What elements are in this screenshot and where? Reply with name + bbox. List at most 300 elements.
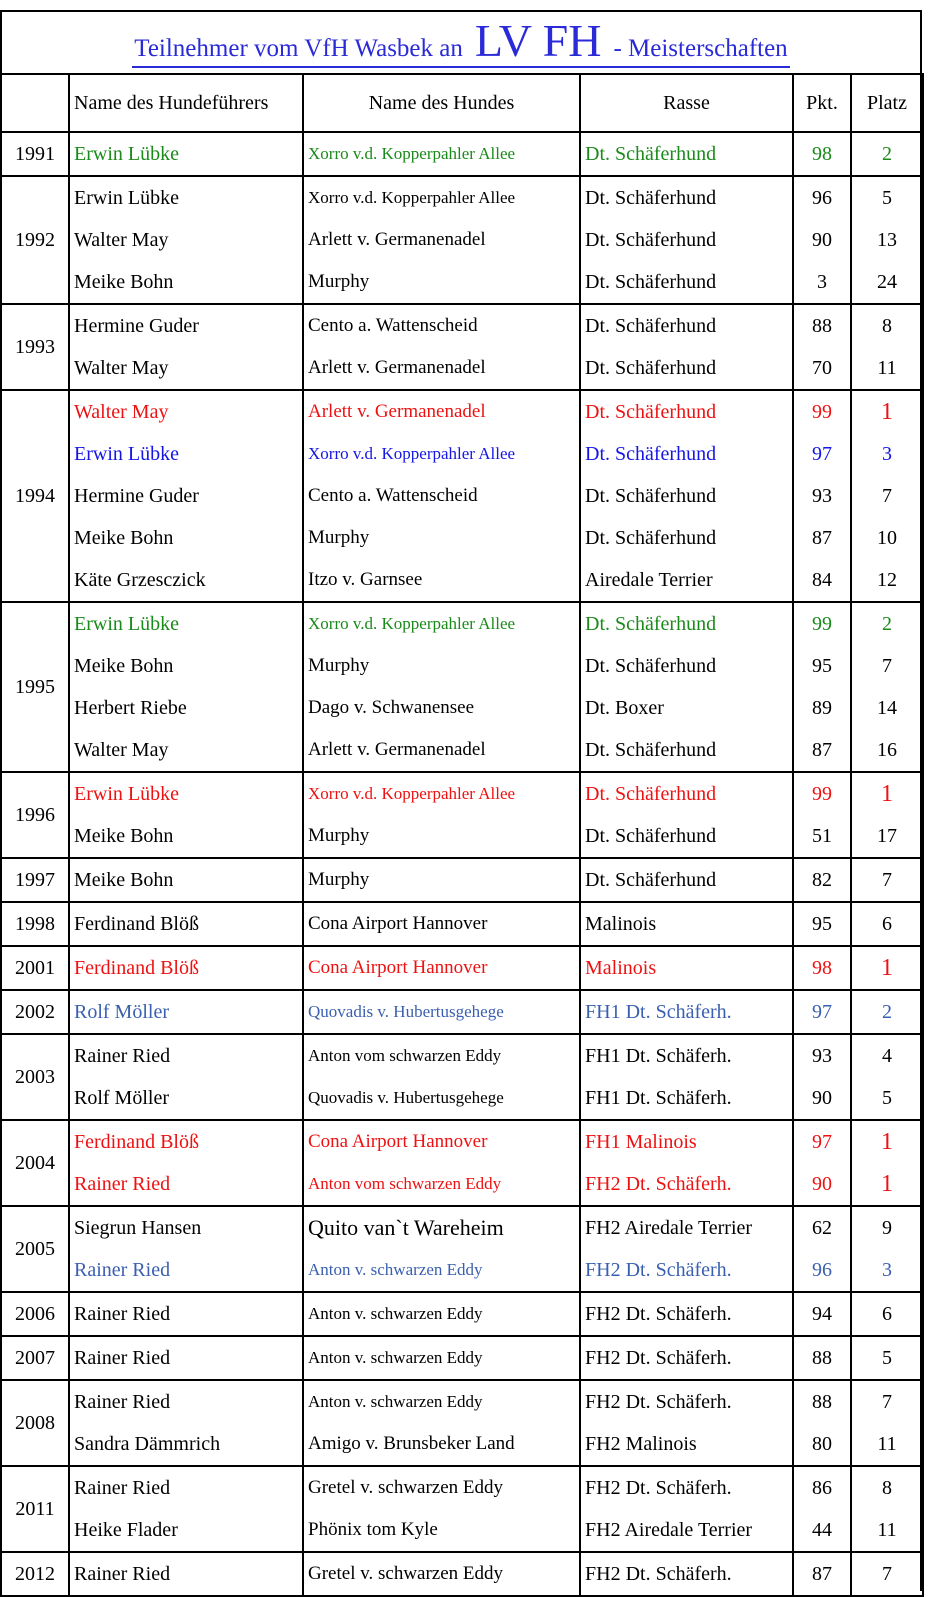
header-breed: Rasse xyxy=(580,74,793,132)
breed: Malinois xyxy=(585,957,657,979)
place-cell xyxy=(851,990,923,1034)
year-group-row xyxy=(1,1034,923,1120)
breed-cell xyxy=(580,902,793,946)
breed: Dt. Schäferhund xyxy=(585,655,717,677)
place: 2 xyxy=(882,1001,892,1023)
breed: Dt. Schäferhund xyxy=(585,357,717,379)
dog-name-cell xyxy=(303,1034,580,1120)
place-cell xyxy=(851,1120,923,1206)
dog-name: Xorro v.d. Kopperpahler Allee xyxy=(308,188,516,207)
handler-name: Erwin Lübke xyxy=(74,443,179,465)
handler-name: Sandra Dämmrich xyxy=(74,1433,221,1455)
year-cell: 2002 xyxy=(1,990,69,1034)
points: 93 xyxy=(812,1045,832,1067)
dog-name: Phönix tom Kyle xyxy=(308,1519,438,1540)
points: 80 xyxy=(812,1433,832,1455)
breed-cell xyxy=(580,990,793,1034)
breed: Dt. Schäferhund xyxy=(585,613,717,635)
points: 96 xyxy=(812,1259,832,1281)
dog-name: Gretel v. schwarzen Eddy xyxy=(308,1563,504,1584)
breed: FH2 Airedale Terrier xyxy=(585,1217,753,1239)
breed: FH1 Dt. Schäferh. xyxy=(585,1045,732,1067)
dog-name-cell xyxy=(303,1206,580,1292)
breed: FH2 Dt. Schäferh. xyxy=(585,1391,732,1413)
dog-name-cell xyxy=(303,1120,580,1206)
points: 84 xyxy=(812,569,832,591)
breed: Dt. Schäferhund xyxy=(585,271,717,293)
points-cell xyxy=(793,176,851,304)
points-cell xyxy=(793,602,851,772)
title-suffix: - Meisterschaften xyxy=(613,35,788,62)
year-group-row xyxy=(1,602,923,772)
breed: Dt. Schäferhund xyxy=(585,485,717,507)
dog-name: Arlett v. Germanenadel xyxy=(308,739,486,760)
year-group-row xyxy=(1,304,923,390)
points-cell xyxy=(793,390,851,602)
breed: FH2 Malinois xyxy=(585,1433,697,1455)
place-cell xyxy=(851,132,923,176)
breed-cell xyxy=(580,1336,793,1380)
place: 17 xyxy=(877,825,897,847)
dog-name: Itzo v. Garnsee xyxy=(308,569,423,590)
place-cell xyxy=(851,176,923,304)
handler-name-cell xyxy=(69,1336,303,1380)
dog-name: Murphy xyxy=(308,869,370,890)
place: 3 xyxy=(882,1259,892,1281)
points: 89 xyxy=(812,697,832,719)
points: 70 xyxy=(812,357,832,379)
points-cell xyxy=(793,1206,851,1292)
handler-name: Hermine Guder xyxy=(74,485,199,507)
dog-name: Anton v. schwarzen Eddy xyxy=(308,1304,483,1323)
place-cell xyxy=(851,602,923,772)
place-cell xyxy=(851,1206,923,1292)
handler-name: Walter May xyxy=(74,739,169,761)
place: 5 xyxy=(882,1347,892,1369)
place-cell xyxy=(851,902,923,946)
place: 3 xyxy=(882,443,892,465)
year-cell: 2006 xyxy=(1,1292,69,1336)
place: 2 xyxy=(882,613,892,635)
place: 4 xyxy=(882,1045,892,1067)
handler-name: Meike Bohn xyxy=(74,527,174,549)
points: 97 xyxy=(812,443,832,465)
handler-name-cell xyxy=(69,902,303,946)
points: 90 xyxy=(812,229,832,251)
handler-name: Erwin Lübke xyxy=(74,187,179,209)
place: 7 xyxy=(882,485,892,507)
dog-name-cell xyxy=(303,1552,580,1596)
place-cell xyxy=(851,390,923,602)
dog-name: Cona Airport Hannover xyxy=(308,1131,488,1152)
breed: Dt. Schäferhund xyxy=(585,229,717,251)
handler-name: Erwin Lübke xyxy=(74,783,179,805)
place: 8 xyxy=(882,315,892,337)
dog-name: Xorro v.d. Kopperpahler Allee xyxy=(308,614,516,633)
points: 62 xyxy=(812,1217,832,1239)
points-cell xyxy=(793,858,851,902)
dog-name: Murphy xyxy=(308,527,370,548)
points-cell xyxy=(793,902,851,946)
dog-name-cell xyxy=(303,946,580,990)
year-group-row xyxy=(1,1120,923,1206)
handler-name: Rainer Ried xyxy=(74,1173,171,1195)
dog-name: Quito van`t Wareheim xyxy=(308,1215,504,1240)
place: 10 xyxy=(877,527,897,549)
breed: Dt. Schäferhund xyxy=(585,143,717,165)
dog-name: Xorro v.d. Kopperpahler Allee xyxy=(308,444,516,463)
dog-name-cell xyxy=(303,902,580,946)
breed-cell xyxy=(580,1466,793,1552)
place: 1 xyxy=(881,399,893,425)
place-cell xyxy=(851,858,923,902)
place-cell xyxy=(851,1034,923,1120)
points: 95 xyxy=(812,655,832,677)
dog-name: Arlett v. Germanenadel xyxy=(308,357,486,378)
breed: Dt. Schäferhund xyxy=(585,401,717,423)
handler-name-cell xyxy=(69,602,303,772)
year-group-row xyxy=(1,902,923,946)
breed-cell xyxy=(580,1292,793,1336)
dog-name-cell xyxy=(303,132,580,176)
handler-name-cell xyxy=(69,772,303,858)
place-cell xyxy=(851,1466,923,1552)
points-cell xyxy=(793,1034,851,1120)
dog-name: Dago v. Schwanensee xyxy=(308,697,475,718)
points: 87 xyxy=(812,527,832,549)
dog-name: Gretel v. schwarzen Eddy xyxy=(308,1477,504,1498)
place-cell xyxy=(851,1552,923,1596)
breed: Malinois xyxy=(585,913,657,935)
year-cell: 1991 xyxy=(1,132,69,176)
place-cell xyxy=(851,946,923,990)
dog-name-cell xyxy=(303,176,580,304)
handler-name-cell xyxy=(69,390,303,602)
breed: Dt. Schäferhund xyxy=(585,869,717,891)
points: 86 xyxy=(812,1477,832,1499)
dog-name: Anton vom schwarzen Eddy xyxy=(308,1046,502,1065)
breed: FH2 Dt. Schäferh. xyxy=(585,1347,732,1369)
points: 99 xyxy=(812,783,832,805)
points-cell xyxy=(793,1292,851,1336)
dog-name: Amigo v. Brunsbeker Land xyxy=(308,1433,515,1454)
dog-name: Anton vom schwarzen Eddy xyxy=(308,1174,502,1193)
handler-name: Meike Bohn xyxy=(74,825,174,847)
year-group-row xyxy=(1,1292,923,1336)
dog-name-cell xyxy=(303,772,580,858)
year-cell: 2003 xyxy=(1,1034,69,1120)
handler-name-cell xyxy=(69,1292,303,1336)
place: 6 xyxy=(882,913,892,935)
dog-name: Cona Airport Hannover xyxy=(308,913,488,934)
handler-name: Käte Grzesczick xyxy=(74,569,206,591)
place: 14 xyxy=(877,697,897,719)
handler-name-cell xyxy=(69,858,303,902)
handler-name-cell xyxy=(69,132,303,176)
handler-name-cell xyxy=(69,1380,303,1466)
title-prefix: Teilnehmer vom VfH Wasbek an xyxy=(134,35,463,62)
points: 95 xyxy=(812,913,832,935)
table-body xyxy=(1,132,923,1596)
dog-name: Murphy xyxy=(308,271,370,292)
points: 87 xyxy=(812,739,832,761)
breed-cell xyxy=(580,858,793,902)
breed: Dt. Schäferhund xyxy=(585,315,717,337)
points: 98 xyxy=(812,957,832,979)
handler-name-cell xyxy=(69,1466,303,1552)
points: 90 xyxy=(812,1087,832,1109)
breed-cell xyxy=(580,1380,793,1466)
place: 16 xyxy=(877,739,897,761)
handler-name: Ferdinand Blöß xyxy=(74,957,199,979)
place: 11 xyxy=(877,1433,897,1455)
points: 99 xyxy=(812,613,832,635)
dog-name-cell xyxy=(303,1466,580,1552)
handler-name: Rainer Ried xyxy=(74,1045,171,1067)
place-cell xyxy=(851,304,923,390)
handler-name-cell xyxy=(69,304,303,390)
breed: Dt. Schäferhund xyxy=(585,527,717,549)
results-table xyxy=(0,73,924,1597)
place: 12 xyxy=(877,569,897,591)
points: 94 xyxy=(812,1303,832,1325)
breed-cell xyxy=(580,1552,793,1596)
breed: FH2 Dt. Schäferh. xyxy=(585,1173,732,1195)
year-group-row xyxy=(1,132,923,176)
dog-name: Arlett v. Germanenadel xyxy=(308,401,486,422)
breed-cell xyxy=(580,946,793,990)
breed: Airedale Terrier xyxy=(585,569,713,591)
dog-name-cell xyxy=(303,1380,580,1466)
points-cell xyxy=(793,304,851,390)
breed-cell xyxy=(580,390,793,602)
handler-name: Walter May xyxy=(74,229,169,251)
year-group-row xyxy=(1,858,923,902)
year-cell: 1997 xyxy=(1,858,69,902)
year-group-row xyxy=(1,1552,923,1596)
breed: FH1 Dt. Schäferh. xyxy=(585,1001,732,1023)
breed-cell xyxy=(580,1034,793,1120)
place: 11 xyxy=(877,357,897,379)
dog-name: Cona Airport Hannover xyxy=(308,957,488,978)
place: 7 xyxy=(882,869,892,891)
place: 13 xyxy=(877,229,897,251)
points: 88 xyxy=(812,315,832,337)
points: 97 xyxy=(812,1001,832,1023)
header-year xyxy=(1,74,69,132)
dog-name-cell xyxy=(303,858,580,902)
dog-name-cell xyxy=(303,304,580,390)
breed: FH2 Dt. Schäferh. xyxy=(585,1477,732,1499)
handler-name: Erwin Lübke xyxy=(74,613,179,635)
breed: FH1 Dt. Schäferh. xyxy=(585,1087,732,1109)
points: 93 xyxy=(812,485,832,507)
handler-name: Rainer Ried xyxy=(74,1303,171,1325)
year-cell: 2007 xyxy=(1,1336,69,1380)
handler-name: Rolf Möller xyxy=(74,1087,169,1109)
handler-name-cell xyxy=(69,1034,303,1120)
breed: Dt. Schäferhund xyxy=(585,187,717,209)
points-cell xyxy=(793,990,851,1034)
year-cell: 2008 xyxy=(1,1380,69,1466)
points: 88 xyxy=(812,1391,832,1413)
points: 44 xyxy=(812,1519,832,1541)
year-group-row xyxy=(1,990,923,1034)
header-dog: Name des Hundes xyxy=(303,74,580,132)
year-group-row xyxy=(1,176,923,304)
handler-name: Rainer Ried xyxy=(74,1259,171,1281)
dog-name-cell xyxy=(303,990,580,1034)
dog-name: Xorro v.d. Kopperpahler Allee xyxy=(308,784,516,803)
place: 1 xyxy=(881,781,893,807)
dog-name-cell xyxy=(303,602,580,772)
place: 7 xyxy=(882,1563,892,1585)
dog-name: Quovadis v. Hubertusgehege xyxy=(308,1002,504,1021)
breed-cell xyxy=(580,1120,793,1206)
year-group-row xyxy=(1,772,923,858)
breed: Dt. Schäferhund xyxy=(585,783,717,805)
dog-name: Cento a. Wattenscheid xyxy=(308,485,478,506)
header-handler: Name des Hundeführers xyxy=(69,74,303,132)
place: 1 xyxy=(881,955,893,981)
handler-name: Rainer Ried xyxy=(74,1391,171,1413)
page-title xyxy=(0,12,922,74)
points: 98 xyxy=(812,143,832,165)
handler-name-cell xyxy=(69,990,303,1034)
year-cell: 1995 xyxy=(1,602,69,772)
handler-name: Rainer Ried xyxy=(74,1563,171,1585)
handler-name-cell xyxy=(69,1120,303,1206)
place: 9 xyxy=(882,1217,892,1239)
dog-name: Murphy xyxy=(308,825,370,846)
year-cell: 1993 xyxy=(1,304,69,390)
dog-name: Anton v. schwarzen Eddy xyxy=(308,1392,483,1411)
place: 6 xyxy=(882,1303,892,1325)
points: 96 xyxy=(812,187,832,209)
points-cell xyxy=(793,1552,851,1596)
year-cell: 1998 xyxy=(1,902,69,946)
year-cell: 1992 xyxy=(1,176,69,304)
place-cell xyxy=(851,1292,923,1336)
year-group-row xyxy=(1,1380,923,1466)
breed-cell xyxy=(580,1206,793,1292)
breed-cell xyxy=(580,304,793,390)
points: 82 xyxy=(812,869,832,891)
breed: FH2 Dt. Schäferh. xyxy=(585,1563,732,1585)
dog-name: Arlett v. Germanenadel xyxy=(308,229,486,250)
place-cell xyxy=(851,1336,923,1380)
handler-name: Siegrun Hansen xyxy=(74,1217,202,1239)
points-cell xyxy=(793,1336,851,1380)
breed: Dt. Schäferhund xyxy=(585,443,717,465)
points: 51 xyxy=(812,825,832,847)
year-group-row xyxy=(1,390,923,602)
year-group-row xyxy=(1,946,923,990)
year-cell: 2005 xyxy=(1,1206,69,1292)
handler-name-cell xyxy=(69,1206,303,1292)
points: 3 xyxy=(817,271,827,293)
handler-name: Rainer Ried xyxy=(74,1347,171,1369)
place: 7 xyxy=(882,1391,892,1413)
year-cell: 1994 xyxy=(1,390,69,602)
handler-name: Walter May xyxy=(74,401,169,423)
breed: Dt. Schäferhund xyxy=(585,825,717,847)
place-cell xyxy=(851,772,923,858)
points-cell xyxy=(793,132,851,176)
handler-name: Herbert Riebe xyxy=(74,697,187,719)
points: 99 xyxy=(812,401,832,423)
breed: FH1 Malinois xyxy=(585,1131,697,1153)
dog-name: Murphy xyxy=(308,655,370,676)
breed: FH2 Dt. Schäferh. xyxy=(585,1303,732,1325)
points-cell xyxy=(793,1466,851,1552)
dog-name-cell xyxy=(303,1336,580,1380)
dog-name-cell xyxy=(303,1292,580,1336)
title-underline xyxy=(132,15,789,68)
year-cell: 2004 xyxy=(1,1120,69,1206)
year-cell: 2011 xyxy=(1,1466,69,1552)
breed: Dt. Boxer xyxy=(585,697,664,719)
header-row xyxy=(1,74,923,132)
handler-name: Ferdinand Blöß xyxy=(74,913,199,935)
handler-name: Meike Bohn xyxy=(74,869,174,891)
handler-name: Meike Bohn xyxy=(74,655,174,677)
year-group-row xyxy=(1,1466,923,1552)
header-place: Platz xyxy=(851,74,923,132)
handler-name: Erwin Lübke xyxy=(74,143,179,165)
handler-name: Ferdinand Blöß xyxy=(74,1131,199,1153)
place-cell xyxy=(851,1380,923,1466)
handler-name: Hermine Guder xyxy=(74,315,199,337)
breed-cell xyxy=(580,772,793,858)
place: 7 xyxy=(882,655,892,677)
year-cell: 1996 xyxy=(1,772,69,858)
breed: Dt. Schäferhund xyxy=(585,739,717,761)
place: 8 xyxy=(882,1477,892,1499)
year-group-row xyxy=(1,1336,923,1380)
year-cell: 2012 xyxy=(1,1552,69,1596)
handler-name: Rainer Ried xyxy=(74,1477,171,1499)
handler-name-cell xyxy=(69,176,303,304)
year-cell: 2001 xyxy=(1,946,69,990)
points-cell xyxy=(793,946,851,990)
points-cell xyxy=(793,1380,851,1466)
points: 87 xyxy=(812,1563,832,1585)
handler-name: Meike Bohn xyxy=(74,271,174,293)
place: 5 xyxy=(882,1087,892,1109)
dog-name: Xorro v.d. Kopperpahler Allee xyxy=(308,144,516,163)
place: 2 xyxy=(882,143,892,165)
place: 1 xyxy=(881,1129,893,1155)
handler-name-cell xyxy=(69,946,303,990)
points-cell xyxy=(793,772,851,858)
breed-cell xyxy=(580,602,793,772)
breed: FH2 Airedale Terrier xyxy=(585,1519,753,1541)
place: 1 xyxy=(881,1171,893,1197)
place: 24 xyxy=(877,271,897,293)
dog-name: Quovadis v. Hubertusgehege xyxy=(308,1088,504,1107)
breed-cell xyxy=(580,132,793,176)
dog-name-cell xyxy=(303,390,580,602)
handler-name: Walter May xyxy=(74,357,169,379)
points: 90 xyxy=(812,1173,832,1195)
place: 11 xyxy=(877,1519,897,1541)
header-points: Pkt. xyxy=(793,74,851,132)
place: 5 xyxy=(882,187,892,209)
points: 88 xyxy=(812,1347,832,1369)
breed: FH2 Dt. Schäferh. xyxy=(585,1259,732,1281)
handler-name-cell xyxy=(69,1552,303,1596)
